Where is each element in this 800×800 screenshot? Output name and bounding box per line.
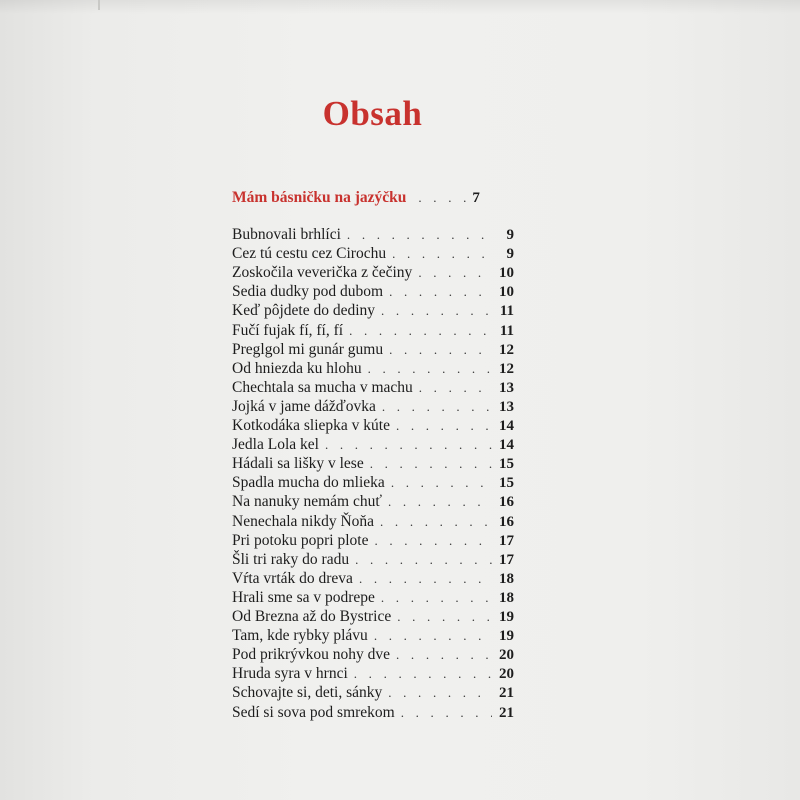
toc-entry <box>232 608 514 628</box>
toc-entry-page: 21 <box>499 685 514 702</box>
toc-dot-leader <box>382 685 492 701</box>
page-shadow <box>0 0 800 14</box>
toc-entry-title: Šli tri raky do radu <box>232 550 350 568</box>
toc-entry-page: 13 <box>499 379 514 396</box>
toc-dot-leader <box>353 571 492 587</box>
toc-section-entry <box>232 189 514 209</box>
toc-dot-leader <box>386 246 492 262</box>
toc-entry <box>232 360 514 380</box>
toc-entry <box>232 302 514 322</box>
toc-entry-page: 15 <box>499 475 514 492</box>
toc-entry-title: Zoskočila veverička z čečiny <box>232 264 413 282</box>
page-edge <box>98 0 100 10</box>
toc-dot-leader <box>374 514 492 530</box>
toc-entry-page: 10 <box>499 265 514 282</box>
toc-entry <box>232 589 514 609</box>
toc-entry-page: 12 <box>499 360 514 377</box>
toc-dot-leader <box>383 284 492 300</box>
toc-entry-title: Vŕta vrták do dreva <box>232 569 353 587</box>
toc-entry <box>232 417 514 437</box>
toc-dot-leader <box>390 418 492 434</box>
toc-dot-leader <box>382 494 492 510</box>
toc-dot-leader <box>376 399 492 415</box>
toc-dot-leader <box>412 265 492 281</box>
toc-entry-page: 17 <box>499 551 514 568</box>
toc-entry-page: 14 <box>499 437 514 454</box>
toc-entry <box>232 245 514 265</box>
toc-entry-page: 20 <box>499 647 514 664</box>
toc-entry-title: Preglgol mi gunár gumu <box>232 340 384 358</box>
toc-entry-title: Chechtala sa mucha v machu <box>232 378 413 396</box>
toc-entry <box>232 665 514 685</box>
toc-entry <box>232 379 514 399</box>
toc-entry-title: Pri potoku popri plote <box>232 531 369 549</box>
toc-dot-leader <box>368 533 492 549</box>
toc-entry-title: Spadla mucha do mlieka <box>232 474 385 492</box>
toc-section-page: 7 <box>472 190 480 206</box>
toc-entry-page: 20 <box>499 666 514 683</box>
toc-entry-page: 13 <box>499 398 514 415</box>
toc-entry-title: Fučí fujak fí, fí, fí <box>232 321 344 339</box>
toc-dot-leader <box>385 475 492 491</box>
toc-entry <box>232 646 514 666</box>
toc-entry-title: Tam, kde rybky plávu <box>232 627 368 645</box>
toc-dot-leader <box>395 705 492 721</box>
toc-dot-leader <box>348 666 492 682</box>
toc-entry-page: 16 <box>499 494 514 511</box>
toc-entry-page: 10 <box>499 284 514 301</box>
toc-entry-title: Hádali sa lišky v lese <box>232 455 364 473</box>
toc-entry-title: Hruda syra v hrnci <box>232 665 348 683</box>
toc-dot-leader <box>375 590 492 606</box>
toc-dot-leader <box>349 552 492 568</box>
toc-entry-page: 19 <box>499 628 514 645</box>
toc-entry-page: 18 <box>499 589 514 606</box>
toc-entry-page: 11 <box>499 322 514 339</box>
toc-entry <box>232 684 514 704</box>
toc-entry-page: 21 <box>499 704 514 721</box>
toc-dot-leader <box>343 323 492 339</box>
toc-entry-title: Cez tú cestu cez Cirochu <box>232 245 387 263</box>
toc-dot-leader <box>383 342 492 358</box>
toc-dot-leader <box>406 190 466 206</box>
toc-entry-title: Pod prikrývkou nohy dve <box>232 646 391 664</box>
toc-entry <box>232 704 514 724</box>
toc-entry-title: Schovajte si, deti, sánky <box>232 684 383 702</box>
toc-entry <box>232 513 514 533</box>
toc-entry <box>232 627 514 647</box>
toc-entry-title: Sedia dudky pod dubom <box>232 283 384 301</box>
toc-dot-leader <box>390 647 492 663</box>
toc-entry-page: 9 <box>506 227 514 243</box>
toc-entry-title: Jedla Lola kel <box>232 436 319 454</box>
toc-entry-page: 12 <box>499 341 514 358</box>
toc-entry <box>232 474 514 494</box>
toc-dot-leader <box>341 227 492 243</box>
toc-entry <box>232 551 514 571</box>
toc-dot-leader <box>391 609 492 625</box>
toc-entry-title: Hrali sme sa v podrepe <box>232 588 375 606</box>
toc-dot-leader <box>319 437 492 453</box>
toc-entry <box>232 283 514 303</box>
toc-entry <box>232 570 514 590</box>
toc-entry-title: Sedí si sova pod smrekom <box>232 703 395 721</box>
toc-entry-page: 15 <box>499 456 514 473</box>
toc-entry-title: Od Brezna až do Bystrice <box>232 608 392 625</box>
toc-dot-leader <box>413 380 492 396</box>
toc-entry-page: 19 <box>499 609 514 625</box>
page-title: Obsah <box>322 94 423 133</box>
toc-entry <box>232 341 514 361</box>
toc-entry-page: 14 <box>499 418 514 434</box>
toc-entry <box>232 493 514 513</box>
toc-dot-leader <box>368 628 492 644</box>
toc-entry-title: Jojká v jame dážďovka <box>232 397 376 415</box>
toc-dot-leader <box>364 456 492 472</box>
toc-entry-page: 16 <box>499 513 514 530</box>
toc-entry <box>232 398 514 418</box>
toc-entry <box>232 322 514 342</box>
toc-entry <box>232 532 514 552</box>
toc-entry <box>232 264 514 284</box>
toc-entry <box>232 226 514 246</box>
toc-entry-page: 18 <box>499 570 514 587</box>
toc-entry <box>232 436 514 456</box>
toc-entry-page: 17 <box>499 532 514 549</box>
toc-dot-leader <box>362 361 492 377</box>
toc-entry-title: Kotkodáka sliepka v kúte <box>232 417 390 434</box>
toc-entry-title: Od hniezda ku hlohu <box>232 359 362 377</box>
toc-entry <box>232 455 514 475</box>
toc-entry-title: Nenechala nikdy Ňoňa <box>232 512 375 530</box>
toc-entry-title: Na nanuky nemám chuť <box>232 493 382 511</box>
toc-entry-title: Keď pôjdete do dediny <box>232 302 376 320</box>
toc-entry-page: 9 <box>506 246 514 263</box>
toc-entry-title: Bubnovali brhlíci <box>232 226 341 243</box>
toc-dot-leader <box>375 303 492 319</box>
toc-section-title: Mám básničku na jazýčku <box>232 189 407 206</box>
toc-entry-page: 11 <box>499 303 514 320</box>
